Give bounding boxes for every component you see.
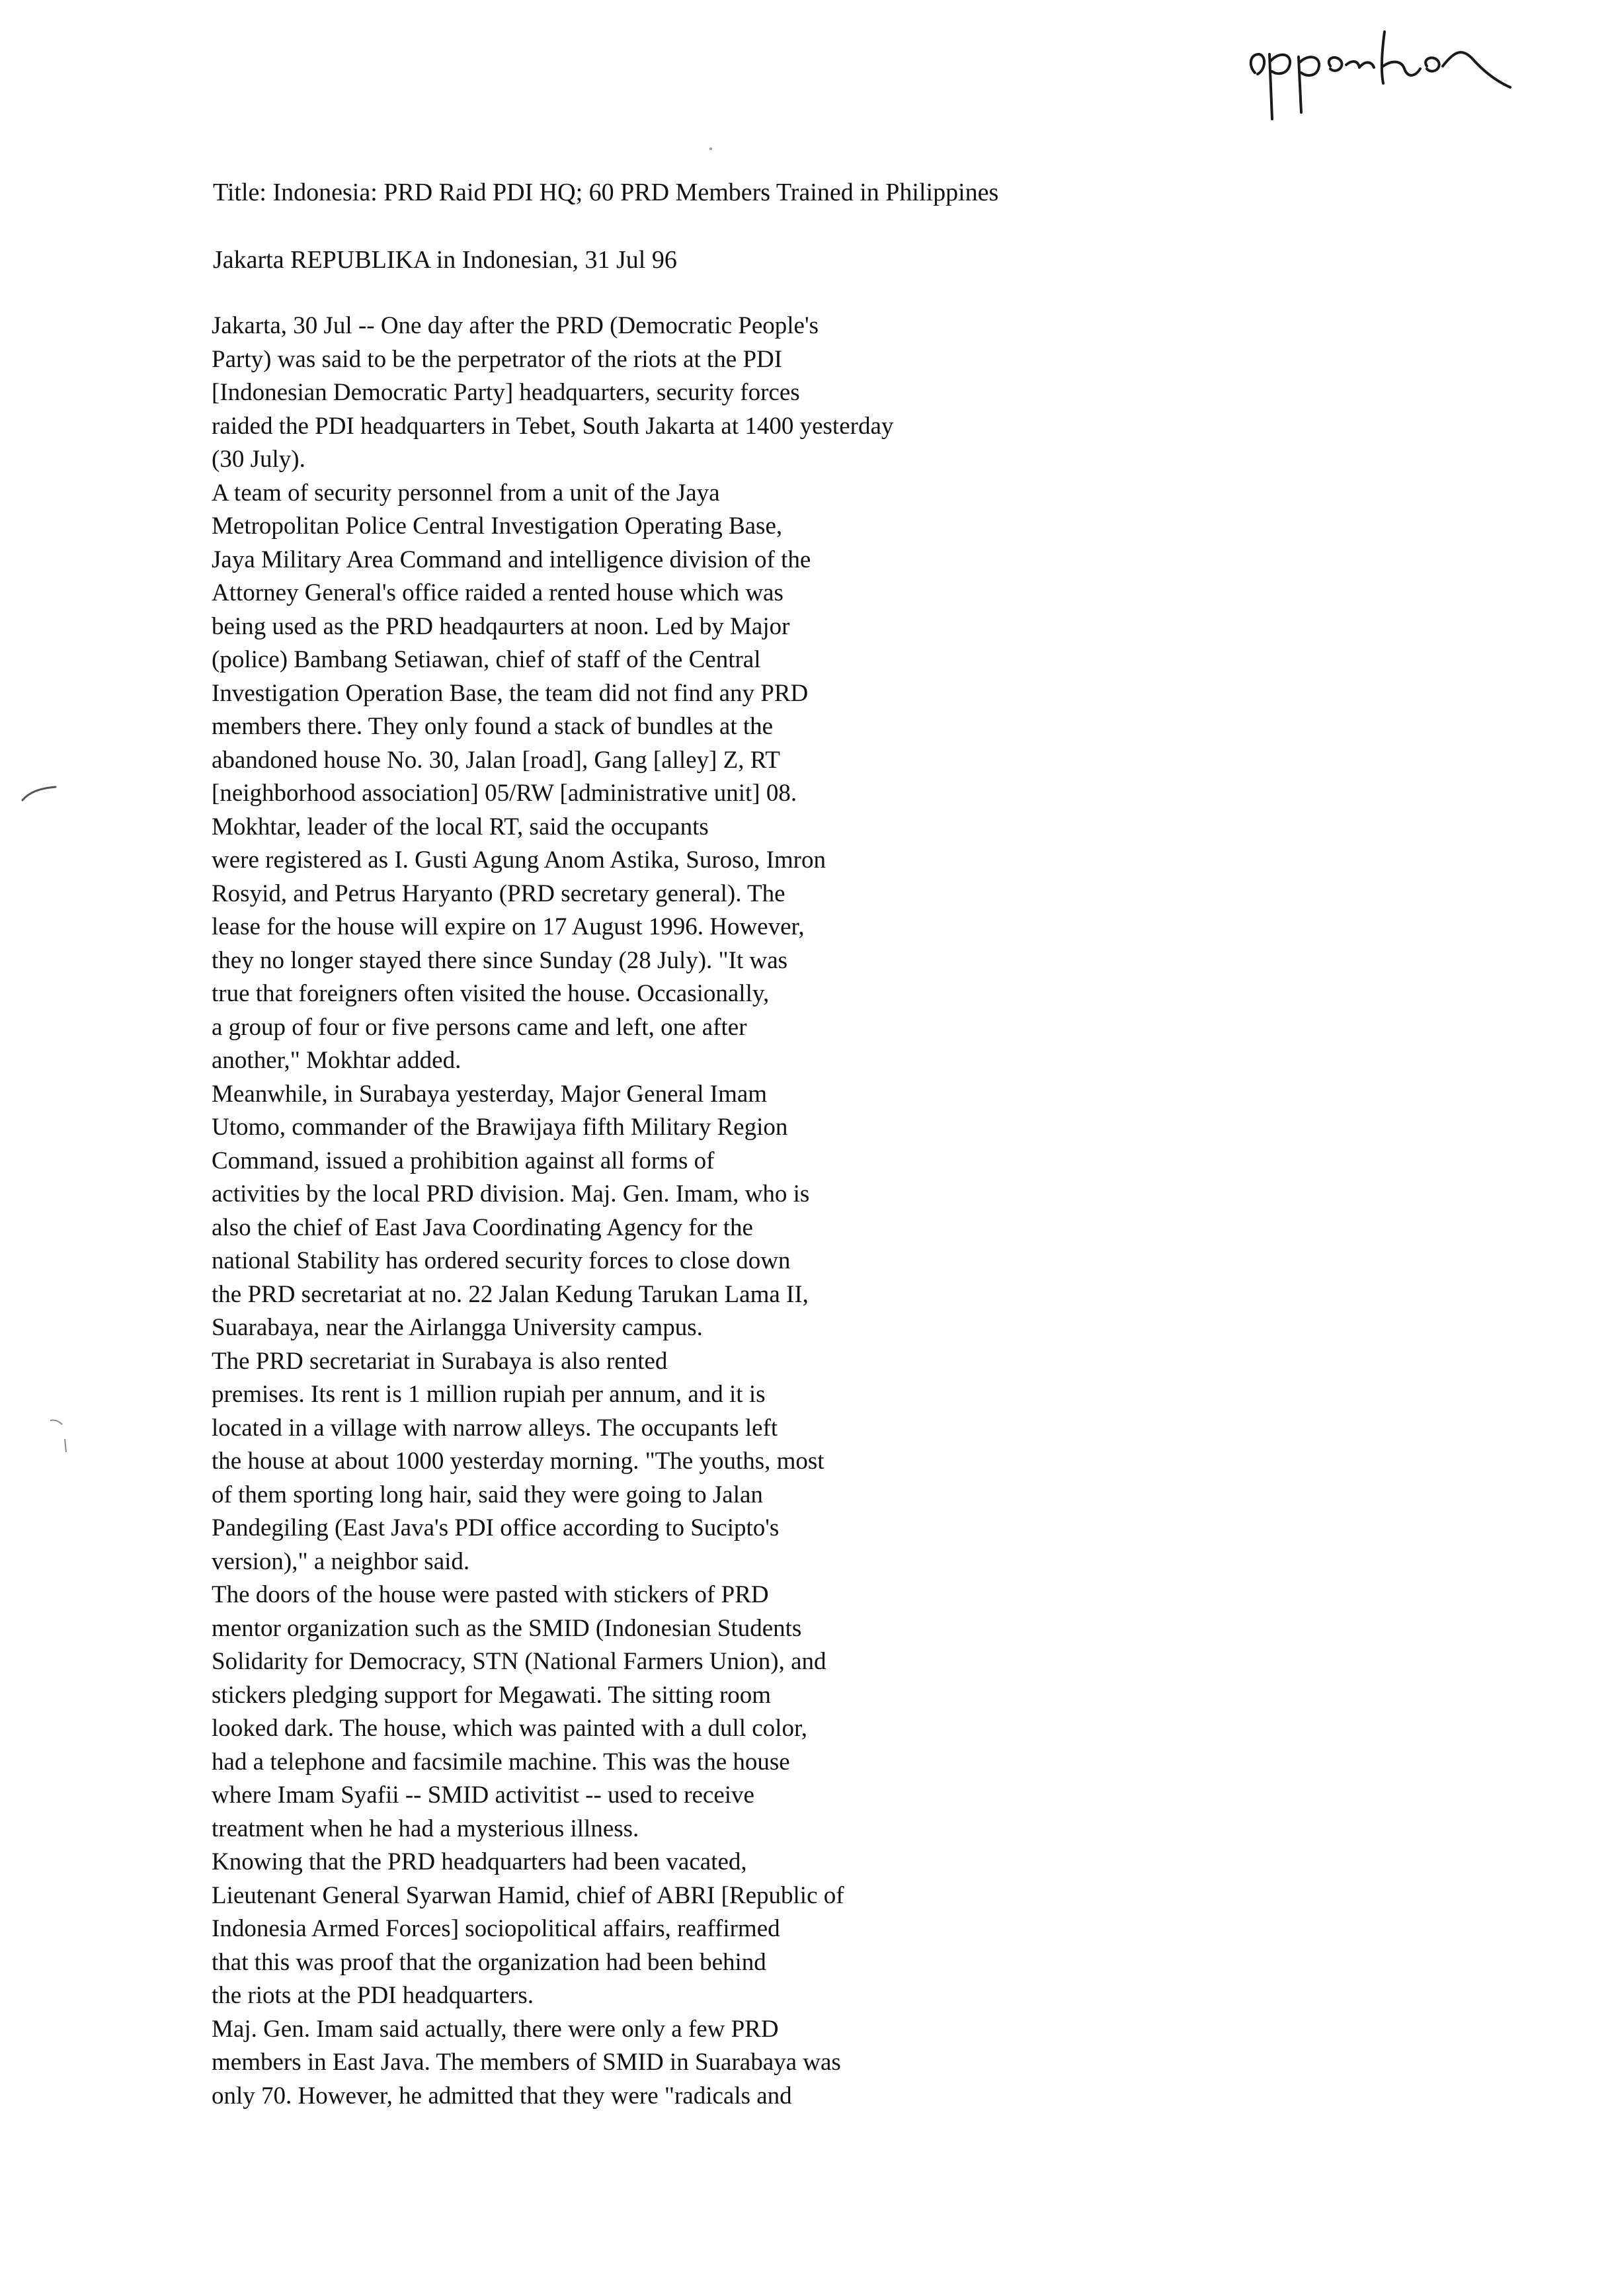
article-line: Maj. Gen. Imam said actually, there were only a few PRD [212, 2015, 779, 2043]
article-line: that this was proof that the organization had been behind [212, 1948, 766, 1976]
article-line: Indonesia Armed Forces] sociopolitical affairs, reaffirmed [212, 1915, 780, 1942]
article-line: The doors of the house were pasted with stickers of PRD [212, 1581, 769, 1608]
document-title: Title: Indonesia: PRD Raid PDI HQ; 60 PRD Members Trained in Philippines [213, 179, 999, 206]
article-line: only 70. However, he admitted that they were "radicals and [212, 2082, 792, 2110]
article-line: Party) was said to be the perpetrator of the riots at the PDI [212, 345, 783, 373]
article-line: another," Mokhtar added. [212, 1047, 462, 1074]
article-line: Suarabaya, near the Airlangga University campus. [212, 1314, 703, 1341]
article-line: of them sporting long hair, said they were going to Jalan [212, 1481, 763, 1508]
article-line: [Indonesian Democratic Party] headquarters, security forces [212, 379, 800, 406]
article-line: Pandegiling (East Java's PDI office according to Sucipto's [212, 1514, 780, 1541]
article-line: Lieutenant General Syarwan Hamid, chief of ABRI [Republic of [212, 1881, 844, 1909]
article-line: A team of security personnel from a unit of the Jaya [212, 479, 720, 507]
handwritten-annotation-icon [1243, 20, 1521, 139]
article-line: the house at about 1000 yesterday morning. "The youths, most [212, 1448, 824, 1475]
article-line: activities by the local PRD division. Maj. Gen. Imam, who is [212, 1180, 810, 1208]
article-line: The PRD secretariat in Surabaya is also rented [212, 1347, 668, 1375]
article-line: Utomo, commander of the Brawijaya fifth Military Region [212, 1114, 788, 1141]
article-line: Knowing that the PRD headquarters had been vacated, [212, 1848, 747, 1875]
article-line: the riots at the PDI headquarters. [212, 1982, 534, 2009]
article-line: members there. They only found a stack of bundles at the [212, 713, 774, 740]
article-line: being used as the PRD headqaurters at noon. Led by Major [212, 612, 790, 640]
article-line: version)," a neighbor said. [212, 1547, 470, 1575]
article-line: the PRD secretariat at no. 22 Jalan Kedung Tarukan Lama II, [212, 1280, 809, 1308]
article-line: Jakarta, 30 Jul -- One day after the PRD (Democratic People's [212, 312, 819, 339]
article-line: Jaya Military Area Command and intelligence division of the [212, 546, 811, 573]
article-line: Meanwhile, in Surabaya yesterday, Major General Imam [212, 1080, 768, 1108]
article-line: had a telephone and facsimile machine. This was the house [212, 1748, 790, 1776]
article-line: Metropolitan Police Central Investigation Operating Base, [212, 512, 783, 540]
article-line: located in a village with narrow alleys. The occupants left [212, 1414, 778, 1442]
article-line: raided the PDI headquarters in Tebet, South Jakarta at 1400 yesterday [212, 412, 894, 440]
article-line: stickers pledging support for Megawati. The sitting room [212, 1681, 772, 1709]
article-line: (police) Bambang Setiawan, chief of staff of the Central [212, 646, 761, 673]
article-line: looked dark. The house, which was painted with a dull color, [212, 1715, 808, 1742]
speck [707, 145, 714, 152]
article-line: (30 July). [212, 446, 305, 473]
article-line: they no longer stayed there since Sunday (28 July). "It was [212, 946, 788, 974]
article-line: treatment when he had a mysterious illness. [212, 1815, 639, 1842]
article-line: national Stability has ordered security forces to close down [212, 1247, 791, 1274]
article-line: Investigation Operation Base, the team did not find any PRD [212, 679, 809, 707]
article-line: abandoned house No. 30, Jalan [road], Gang [alley] Z, RT [212, 746, 780, 774]
article-line: Rosyid, and Petrus Haryanto (PRD secretary general). The [212, 880, 785, 907]
article-line: Command, issued a prohibition against all forms of [212, 1147, 715, 1174]
article-line: where Imam Syafii -- SMID activitist -- used to receive [212, 1782, 754, 1809]
article-line: mentor organization such as the SMID (Indonesian Students [212, 1614, 802, 1642]
article-line: members in East Java. The members of SMID in Suarabaya was [212, 2049, 841, 2076]
source-line: Jakarta REPUBLIKA in Indonesian, 31 Jul 96 [213, 246, 677, 274]
article-line: also the chief of East Java Coordinating Agency for the [212, 1213, 753, 1241]
article-line: Attorney General's office raided a rented house which was [212, 579, 784, 606]
article-line: [neighborhood association] 05/RW [administrative unit] 08. [212, 780, 797, 807]
article-line: were registered as I. Gusti Agung Anom Astika, Suroso, Imron [212, 846, 826, 874]
article-body [212, 309, 1269, 2113]
article-line: true that foreigners often visited the house. Occasionally, [212, 980, 770, 1007]
article-line: Solidarity for Democracy, STN (National Farmers Union), and [212, 1648, 826, 1675]
article-line: premises. Its rent is 1 million rupiah per annum, and it is [212, 1381, 766, 1408]
margin-mark [46, 1415, 73, 1461]
article-line: a group of four or five persons came and left, one after [212, 1013, 747, 1041]
margin-mark [20, 780, 60, 807]
article-line: Mokhtar, leader of the local RT, said the occupants [212, 813, 709, 840]
article-line: lease for the house will expire on 17 August 1996. However, [212, 913, 805, 940]
